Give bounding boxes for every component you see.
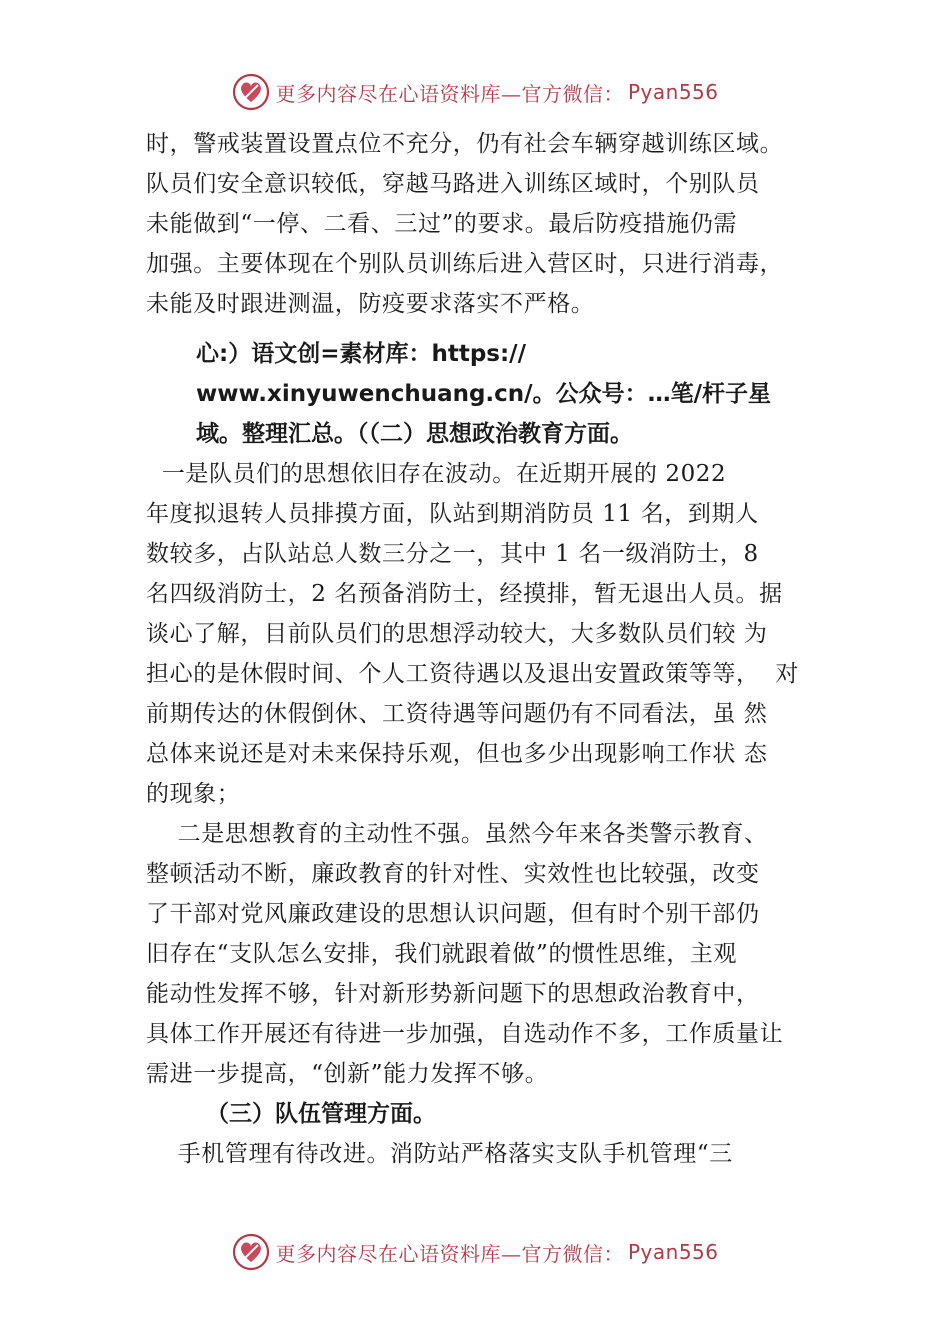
section-heading-team-management: （三）队伍管理方面。 [206,1101,436,1127]
watermark-banner-bottom [0,1230,950,1274]
text-line: 加强。主要体现在个别队员训练后进入营区时，只进行消毒， [146,251,784,277]
paragraph-ideology-fluctuation [146,454,836,814]
text-line: 时，警戒装置设置点位不充分，仍有社会车辆穿越训练区域。 [146,131,784,157]
text-line: 队员们安全意识较低，穿越马路进入训练区域时，个别队员 [146,171,760,197]
document-body [146,124,836,1174]
inserted-source-note-heading [146,334,836,454]
text-line: 总体来说还是对未来保持乐观，但也多少出现影响工作状 态 [146,741,768,767]
heart-book-logo-icon [231,1232,271,1272]
note-line: 心:）语文创=素材库：https:// [196,341,526,367]
note-line: www.xinyuwenchuang.cn/。公众号：…笔/杆子星 [196,381,771,407]
text-line: 名四级消防士，2 名预备消防士，经摸排，暂无退出人员。据 [146,581,783,607]
text-line: 一是队员们的思想依旧存在波动。在近期开展的 2022 [146,461,727,487]
text-line: 手机管理有待改进。消防站严格落实支队手机管理“三 [146,1141,733,1167]
heart-book-logo-icon [231,72,271,112]
text-line: 整顿活动不断，廉政教育的针对性、实效性也比较强，改变 [146,861,760,887]
text-line: 具体工作开展还有待进一步加强，自选动作不多，工作质量让 [146,1021,784,1047]
text-line: 旧存在“支队怎么安排，我们就跟着做”的惯性思维，主观 [146,941,738,967]
text-line: 谈心了解，目前队员们的思想浮动较大，大多数队员们较 为 [146,621,768,647]
paragraph-phone-management [146,1134,836,1174]
watermark-wechat-id: Pyan556 [627,80,719,104]
text-line: 担心的是休假时间、个人工资待遇以及退出安置政策等等， 对 [146,661,800,687]
text-line: 未能及时跟进测温，防疫要求落实不严格。 [146,291,595,317]
watermark-banner-top [0,70,950,114]
text-line: 未能做到“一停、二看、三过”的要求。最后防疫措施仍需 [146,211,738,237]
paragraph-safety [146,124,836,324]
watermark-wechat-id: Pyan556 [627,1240,719,1264]
text-line: 二是思想教育的主动性不强。虽然今年来各类警示教育、 [146,821,768,847]
text-line: 能动性发挥不够，针对新形势新问题下的思想政治教育中， [146,981,760,1007]
text-line: 需进一步提高，“创新”能力发挥不够。 [146,1061,549,1087]
text-line: 了干部对党风廉政建设的思想认识问题，但有时个别干部仍 [146,901,760,927]
text-line: 的现象； [146,781,241,807]
text-line: 前期传达的休假倒休、工资待遇等问题仍有不同看法，虽 然 [146,701,768,727]
paragraph-education-initiative [146,814,836,1094]
note-line: 域。整理汇总。（（二）思想政治教育方面。 [196,421,633,447]
watermark-brand-text: 更多内容尽在心语资料库—官方微信： [275,81,624,106]
watermark-brand-text: 更多内容尽在心语资料库—官方微信： [275,1241,624,1266]
text-line: 年度拟退转人员排摸方面，队站到期消防员 11 名，到期人 [146,501,759,527]
text-line: 数较多，占队站总人数三分之一，其中 1 名一级消防士，8 [146,541,759,567]
